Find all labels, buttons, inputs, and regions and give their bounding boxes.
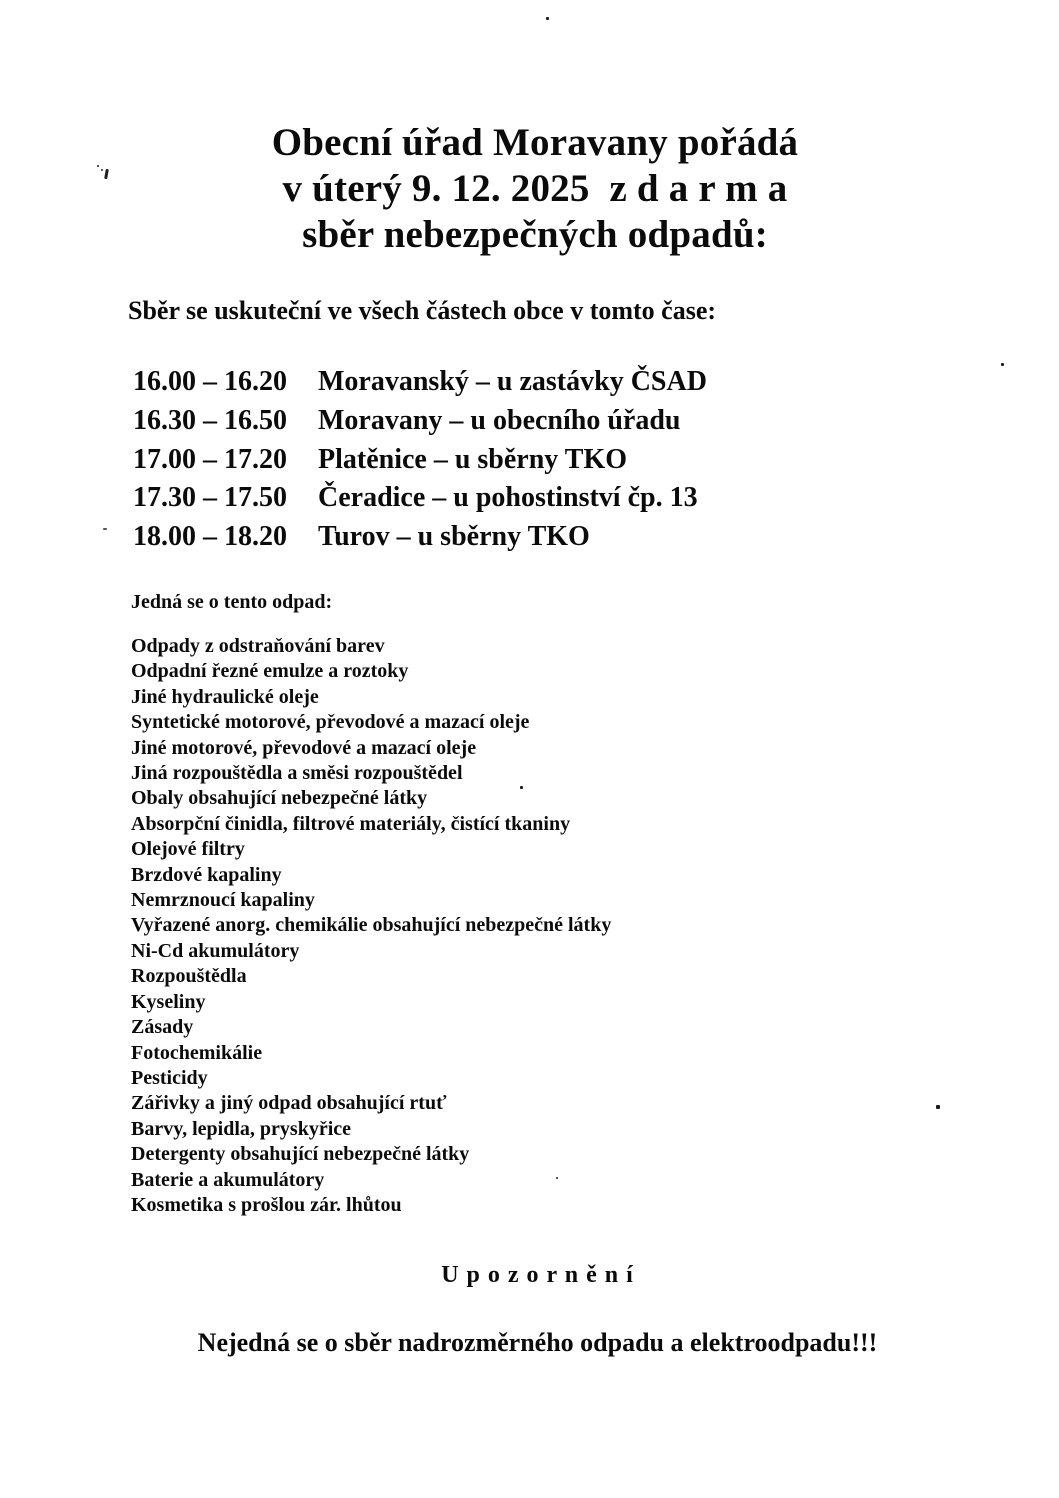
scan-speck: [103, 528, 107, 530]
waste-item: Zářivky a jiný odpad obsahující rtuť: [131, 1092, 447, 1115]
waste-item: Absorpční činidla, filtrové materiály, čistící tkaniny: [131, 812, 571, 835]
title-line-1: Obecní úřad Moravany pořádá: [271, 121, 799, 164]
waste-list: [131, 634, 611, 1218]
scan-speck: [97, 165, 99, 167]
schedule-time: 17.30 – 17.50: [133, 482, 287, 514]
notice-text: Nejedná se o sběr nadrozměrného odpadu a elektroodpadu!!!: [197, 1328, 878, 1357]
waste-item: Syntetické motorové, převodové a mazací oleje: [131, 711, 530, 734]
schedule-list: [133, 363, 707, 557]
waste-item: Olejové filtry: [131, 838, 245, 861]
schedule-time: 18.00 – 18.20: [133, 521, 287, 553]
title-line-2: v úterý 9. 12. 2025 z d a r m a: [282, 167, 788, 210]
schedule-row: [133, 518, 707, 557]
waste-item: Odpady z odstraňování barev: [131, 635, 385, 657]
waste-item: Kyseliny: [131, 990, 206, 1013]
scan-speck: [1001, 363, 1004, 366]
notice-heading: U p o z o r n ě n í: [441, 1262, 634, 1288]
schedule-place: Turov – u sběrny TKO: [318, 521, 590, 553]
waste-item: Obaly obsahující nebezpečné látky: [131, 787, 428, 810]
schedule-row: [133, 441, 707, 480]
waste-item: Baterie a akumulátory: [131, 1168, 325, 1191]
schedule-row: [133, 479, 707, 518]
waste-item: Detergenty obsahující nebezpečné látky: [131, 1143, 470, 1166]
waste-item: Nemrznoucí kapaliny: [131, 889, 315, 912]
schedule-place: Platěnice – u sběrny TKO: [318, 443, 628, 475]
waste-item: Jiné hydraulické oleje: [131, 685, 319, 708]
waste-item: Brzdové kapaliny: [131, 863, 282, 886]
schedule-row: [133, 363, 707, 402]
waste-item: Fotochemikálie: [131, 1041, 263, 1064]
waste-item: Jiné motorové, převodové a mazací oleje: [131, 736, 477, 759]
waste-item: Rozpouštědla: [131, 965, 247, 988]
waste-item: Vyřazené anorg. chemikálie obsahující nebezpečné látky: [131, 914, 612, 937]
waste-item: Pesticidy: [131, 1066, 208, 1089]
scan-speck: [546, 17, 549, 20]
schedule-place: Čeradice – u pohostinství čp. 13: [318, 482, 698, 514]
scan-speck: [556, 1177, 558, 1179]
waste-item: Jiná rozpouštědla a směsi rozpouštědel: [131, 762, 463, 785]
schedule-time: 17.00 – 17.20: [133, 443, 287, 475]
waste-item: Ni-Cd akumulátory: [131, 939, 300, 962]
schedule-time: 16.30 – 16.50: [133, 404, 287, 436]
schedule-time: 16.00 – 16.20: [133, 366, 287, 397]
waste-heading: Jedná se o tento odpad:: [131, 591, 333, 613]
waste-item: Zásady: [131, 1016, 194, 1039]
waste-item: Odpadní řezné emulze a roztoky: [131, 660, 409, 683]
document-title: [0, 120, 1059, 258]
schedule-place: Moravany – u obecního úřadu: [318, 404, 681, 436]
scan-speck: [520, 786, 523, 789]
schedule-place: Moravanský – u zastávky ČSAD: [318, 366, 707, 397]
scan-speck: [936, 1105, 940, 1109]
schedule-row: [133, 402, 707, 441]
waste-item: Kosmetika s prošlou zár. lhůtou: [131, 1193, 402, 1216]
title-line-3: sběr nebezpečných odpadů:: [302, 213, 768, 256]
waste-item: Barvy, lepidla, pryskyřice: [131, 1117, 351, 1140]
schedule-heading: Sběr se uskuteční ve všech částech obce v tomto čase:: [128, 296, 717, 325]
